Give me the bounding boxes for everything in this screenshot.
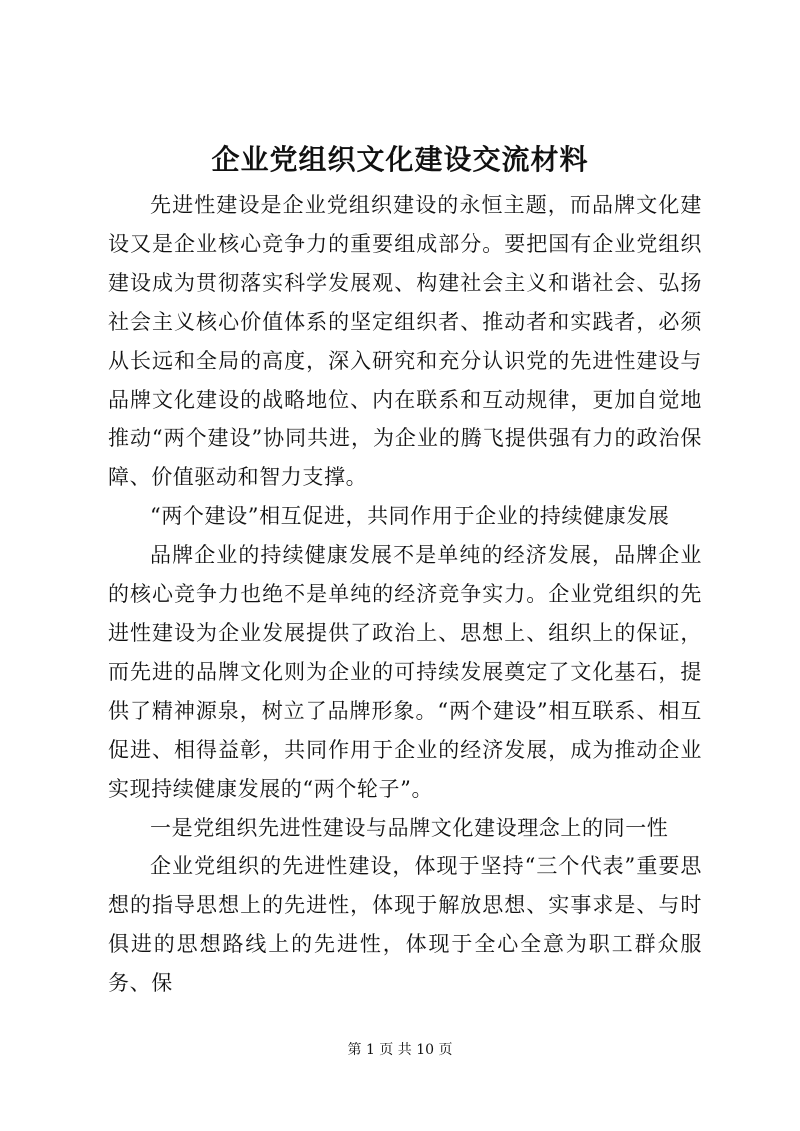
page-number-footer: 第 1 页 共 10 页 <box>347 1042 453 1058</box>
paragraph-sustainable-development: 品牌企业的持续健康发展不是单纯的经济发展，品牌企业的核心竞争力也绝不是单纯的经济竞争实力。企业党组织的先进性建设为企业发展提供了政治上、思想上、组织上的保证，而先进的品牌文化则为企业的可持续发展奠定了文化基石，提供了精神源泉，树立了品牌形象。“两个建设”相互联系、相互促进、相得益彰，共同作用于企业的经济发展，成为推动企业实现持续健康发展的“两个轮子”。 <box>108 543 702 801</box>
section-heading-two-constructions: “两个建设”相互促进，共同作用于企业的持续健康发展 <box>150 504 670 529</box>
document-body <box>108 186 702 1003</box>
document-title: 企业党组织文化建设交流材料 <box>211 143 589 176</box>
section-heading-concept-unity: 一是党组织先进性建设与品牌文化建设理念上的同一性 <box>150 815 669 840</box>
paragraph-advancement: 企业党组织的先进性建设，体现于坚持“三个代表”重要思想的指导思想上的先进性，体现于解放思想、实事求是、与时俱进的思想路线上的先进性，体现于全心全意为职工群众服务、保 <box>108 854 702 996</box>
paragraph-intro: 先进性建设是企业党组织建设的永恒主题，而品牌文化建设又是企业核心竞争力的重要组成部分。要把国有企业党组织建设成为贯彻落实科学发展观、构建社会主义和谐社会、弘扬社会主义核心价值体系的坚定组织者、推动者和实践者，必须从长远和全局的高度，深入研究和充分认识党的先进性建设与品牌文化建设的战略地位、内在联系和互动规律，更加自觉地推动“两个建设”协同共进，为企业的腾飞提供强有力的政治保障、价值驱动和智力支撑。 <box>108 193 702 490</box>
